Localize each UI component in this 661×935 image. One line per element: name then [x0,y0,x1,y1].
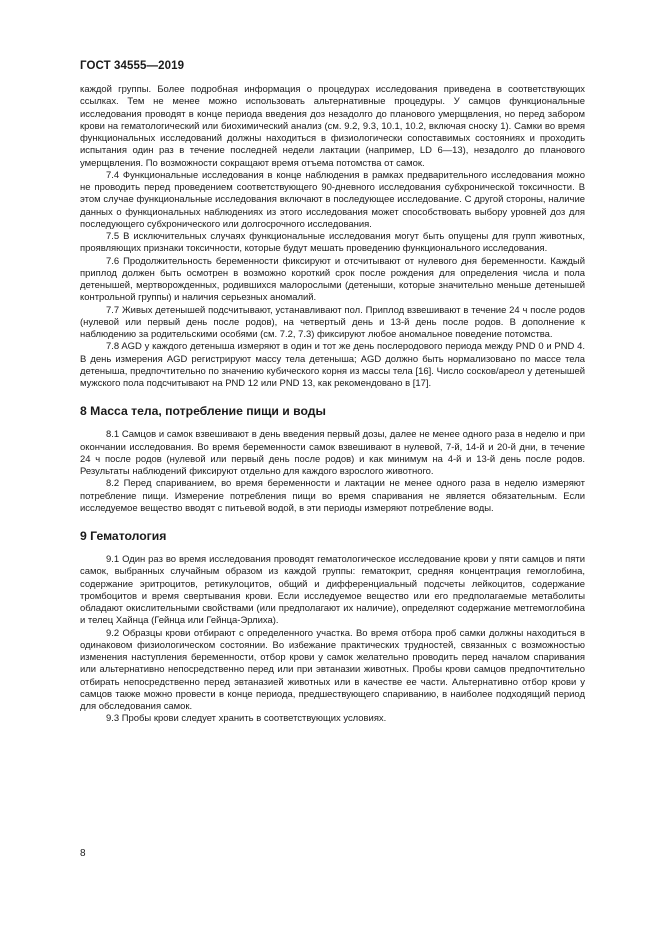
paragraph-continued: каждой группы. Более подробная информация о процедурах исследования приведена в соответствующих ссылках. Тем не менее можно использовать альтернативные процедуры. У самцов функциональные исследования проводят в конце периода введения доз незадолго до планового умерщвления, но перед забором крови на гематологический или биохимический анализ (см. 9.2, 9.3, 10.1, 10.2, включая сноску 1). Самки во время функциональных исследований должны находиться в физиологически сопоставимых состояниях и проходить испытания один раз в течение последней недели лактации (например, LD 6—13), незадолго до планового умерщвления. По возможности сокращают время отъема потомства от самок. [80,84,585,169]
paragraph-8-2: 8.2 Перед спариванием, во время беременности и лактации не менее одного раза в неделю измеряют потребление пищи. Измерение потребления пищи во время спаривания не является обязательным. Если исследуемое вещество вводят с питьевой водой, в эти периоды измеряют потребление воды. [80,478,585,514]
paragraph-7-6: 7.6 Продолжительность беременности фиксируют и отсчитывают от нулевого дня беременности. Каждый приплод должен быть осмотрен в возможно короткий срок после рождения для определения числа и пола детенышей, мертворожденных, родившихся малорослыми (детеныши, которые значительно меньше детенышей контрольной группы) и наличия серьезных аномалий. [80,255,585,304]
paragraph-7-7: 7.7 Живых детенышей подсчитывают, устанавливают пол. Приплод взвешивают в течение 24 ч после родов (нулевой или первый день после родов), на четвертый день и 13-й день после родов. В дополнение к наблюдению за родительскими особями (см. 7.2, 7.3) фиксируют любое аномальное поведение потомства. [80,304,585,340]
section-heading-9: 9 Гематология [80,529,167,543]
paragraph-9-1: 9.1 Один раз во время исследования проводят гематологическое исследование крови у пяти самцов и пяти самок, выбранных случайным образом из каждой группы: гематокрит, средняя концентрация гемоглобина, содержание эритроцитов, ретикулоцитов, общий и дифференциальный подсчеты лейкоцитов, содержание тромбоцитов и время свертывания крови. Если исследуемое вещество или его предполагаемые метаболиты обладают окислительными свойствами (или предполагают их наличие), определяют содержание метгемоглобина и телец Хайнца (Гейнца или Гейнца-Эрлиха). [80,554,585,627]
paragraph-9-3: 9.3 Пробы крови следует хранить в соответствующих условиях. [106,713,387,725]
paragraph-7-4: 7.4 Функциональные исследования в конце наблюдения в рамках предварительного исследования можно не проводить перед проведением соответствующего 90-дневного исследования субхронической токсичности. В этом случае функциональные исследования включают в последующее исследование. С другой стороны, наличие данных о функциональных наблюдениях из этого исследования может способствовать выбору уровней доз для последующего субхронического или долгосрочного исследования. [80,169,585,230]
document-header: ГОСТ 34555—2019 [80,60,185,72]
section-heading-8: 8 Масса тела, потребление пищи и воды [80,404,326,419]
paragraph-7-5: 7.5 В исключительных случаях функциональные исследования могут быть опущены для групп животных, проявляющих признаки токсичности, которые будут мешать проведению функционального исследования. [80,231,585,255]
page-number: 8 [80,848,86,859]
paragraph-9-2: 9.2 Образцы крови отбирают с определенного участка. Во время отбора проб самки должны находиться в одинаковом физиологическом состоянии. Во избежание практических трудностей, связанных с возможностью изменения наступления беременности, отбор крови у самок желательно проводить перед началом спаривания или альтернативно непосредственно перед или при эвтаназии животных. Пробы крови самцов предпочтительно отбирать непосредственно перед эвтаназией животных или в качестве ее части. Альтернативно отбор крови у самцов также можно провести в конце периода, предшествующего спариванию, в наиболее подходящий период для обследования самок. [80,627,585,712]
paragraph-7-8: 7.8 AGD у каждого детеныша измеряют в один и тот же день послеродового периода между PND 0 и PND 4. В день измерения AGD регистрируют массу тела детеныша; AGD должно быть нормализовано по массе тела детеныша, предпочтительно по значению кубического корня из массы тела [16]. Число сосков/ареол у детенышей мужского пола подсчитывают на PND 12 или PND 13, как рекомендовано в [17]. [80,341,585,389]
document-body [80,84,585,726]
paragraph-8-1: 8.1 Самцов и самок взвешивают в день введения первый дозы, далее не менее одного раза в неделю и при окончании исследования. Во время беременности самок взвешивают в нулевой, 7-й, 14-й и 20-й дни, в течение 24 ч после родов (нулевой или первый день после родов) и как минимум на 4-й и 13-й день после родов. Результаты наблюдений фиксируют отдельно для каждого взрослого животного. [80,429,585,477]
